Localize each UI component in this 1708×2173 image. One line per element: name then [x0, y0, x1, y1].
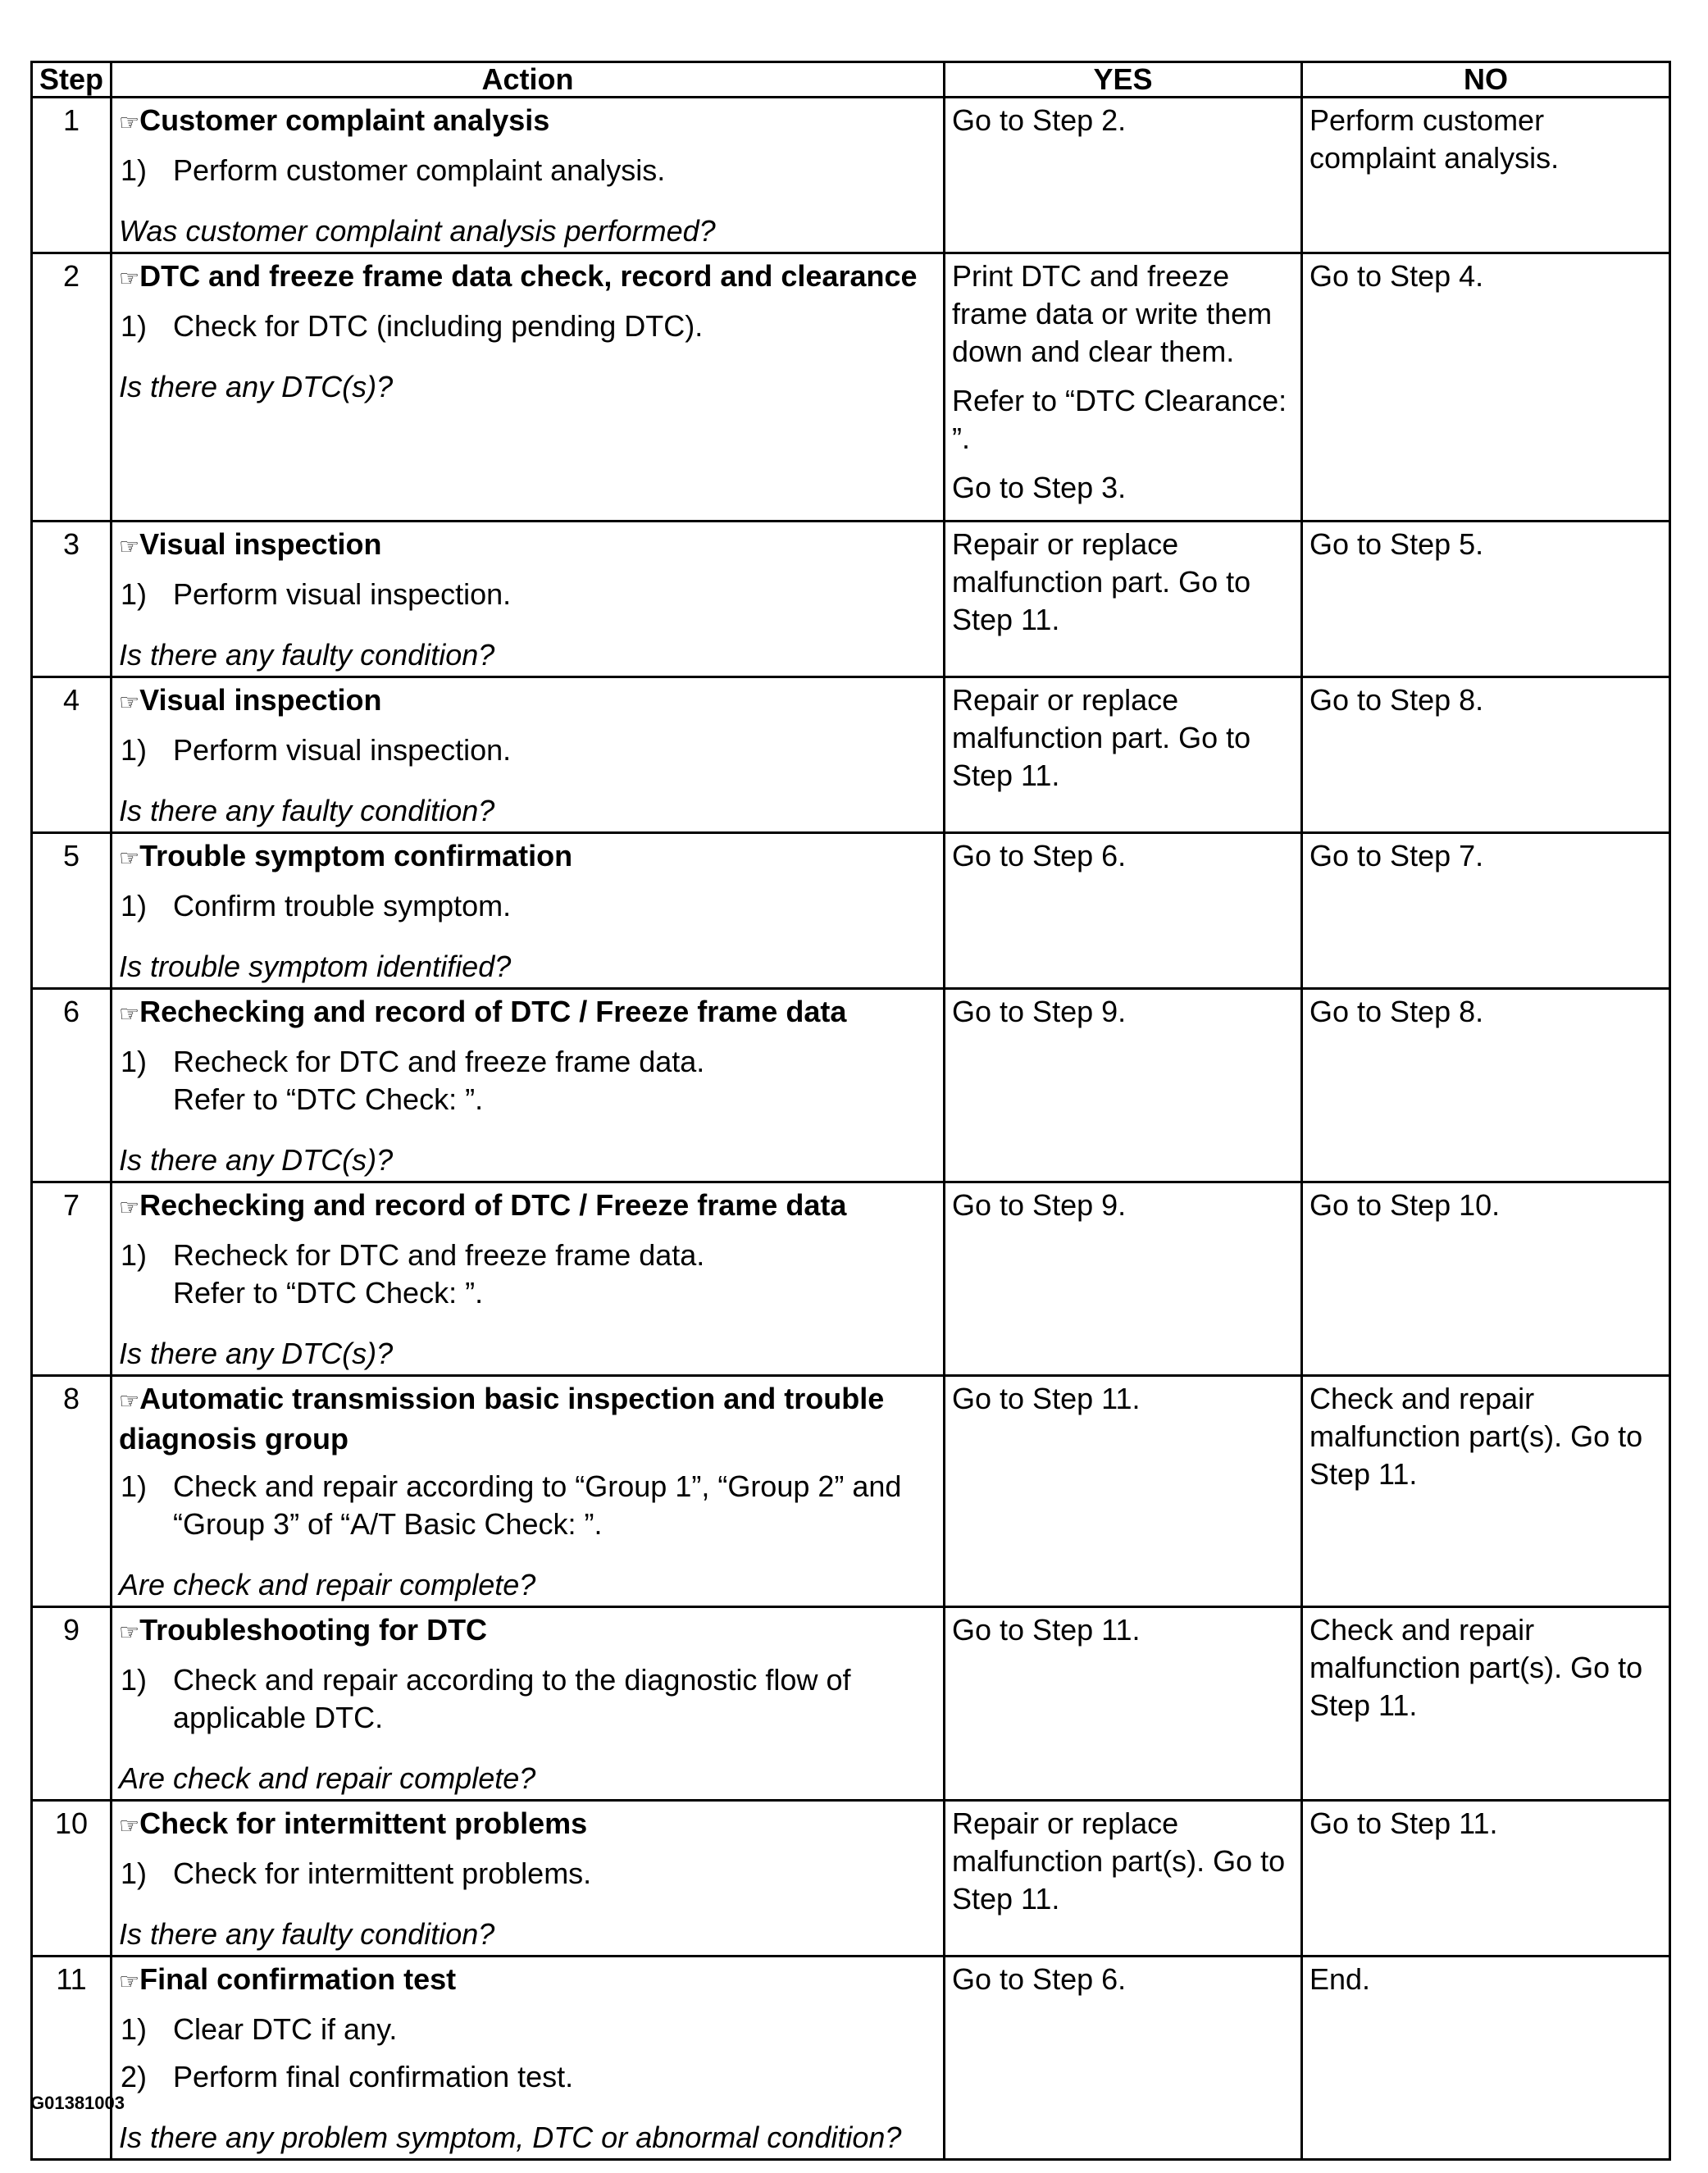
substep-number: 1) — [121, 1663, 148, 1697]
substep-number: 1) — [121, 733, 148, 767]
table-row — [32, 1182, 1670, 1376]
no-cell — [1302, 1182, 1670, 1376]
substep-text — [173, 1855, 936, 1893]
action-substep — [119, 1855, 936, 1893]
action-cell — [112, 1607, 945, 1801]
action-cell — [112, 1801, 945, 1957]
no-cell — [1302, 98, 1670, 253]
yes-cell — [945, 989, 1302, 1182]
yes-cell — [945, 1801, 1302, 1957]
substep-line: Check and repair according to the diagnostic flow of applicable DTC. — [173, 1663, 851, 1734]
substep-line: Recheck for DTC and freeze frame data. — [173, 1045, 705, 1078]
yes-cell — [945, 522, 1302, 677]
action-substep — [119, 152, 936, 189]
action-cell — [112, 253, 945, 522]
substep-number: 2) — [121, 2060, 148, 2093]
pointing-hand-icon: ☞ — [119, 1813, 140, 1838]
table-header-row — [32, 62, 1670, 98]
yes-cell — [945, 1182, 1302, 1376]
step-number: 11 — [32, 1957, 112, 2160]
yes-cell — [945, 677, 1302, 833]
no-instruction: Go to Step 10. — [1309, 1188, 1501, 1222]
substep-number: 1) — [121, 889, 148, 922]
action-title-text: Check for intermittent problems — [139, 1806, 588, 1840]
action-title — [119, 1961, 936, 2001]
pointing-hand-icon: ☞ — [119, 1388, 140, 1414]
table-row — [32, 1801, 1670, 1957]
pointing-hand-icon: ☞ — [119, 690, 140, 715]
substep-text — [173, 1237, 936, 1312]
no-instruction: Check and repair malfunction part(s). Go to Step 11. — [1309, 1382, 1643, 1491]
table-row — [32, 989, 1670, 1182]
step-number: 5 — [32, 833, 112, 989]
yes-instruction: Repair or replace malfunction part(s). Go to Step 11. — [952, 1806, 1286, 1916]
action-cell — [112, 1182, 945, 1376]
action-question: Is there any faulty condition? — [119, 1917, 495, 1951]
no-instruction: Go to Step 8. — [1309, 995, 1484, 1028]
header-step: Step — [32, 62, 112, 98]
substep-text — [173, 1468, 936, 1543]
substep-text — [173, 1043, 936, 1118]
yes-instruction: Repair or replace malfunction part. Go to Step 11. — [952, 527, 1251, 636]
action-cell — [112, 1376, 945, 1607]
substep-text — [173, 2058, 936, 2096]
substep-number: 1) — [121, 1856, 148, 1890]
action-cell — [112, 98, 945, 253]
yes-instruction: Go to Step 11. — [952, 1613, 1141, 1647]
pointing-hand-icon: ☞ — [119, 110, 140, 135]
action-question: Are check and repair complete? — [119, 1568, 536, 1601]
step-number: 8 — [32, 1376, 112, 1607]
action-question: Is there any faulty condition? — [119, 794, 495, 827]
action-cell — [112, 989, 945, 1182]
substep-text — [173, 576, 936, 613]
substep-number: 1) — [121, 1469, 148, 1503]
action-question: Is there any DTC(s)? — [119, 370, 394, 403]
no-cell — [1302, 989, 1670, 1182]
action-title — [119, 837, 936, 877]
table-row — [32, 1607, 1670, 1801]
step-number: 1 — [32, 98, 112, 253]
action-title — [119, 257, 936, 298]
action-question: Is there any faulty condition? — [119, 638, 495, 672]
action-title — [119, 1805, 936, 1845]
action-title-text: DTC and freeze frame data check, record and clearance — [139, 259, 918, 293]
action-substep — [119, 2011, 936, 2048]
yes-instruction: Go to Step 3. — [952, 471, 1127, 504]
action-title-text: Visual inspection — [139, 527, 382, 561]
substep-line: Perform customer complaint analysis. — [173, 153, 666, 187]
no-instruction: Go to Step 8. — [1309, 683, 1484, 717]
substep-text — [173, 731, 936, 769]
no-cell — [1302, 1607, 1670, 1801]
action-substep — [119, 1043, 936, 1118]
substep-text — [173, 308, 936, 345]
step-number: 10 — [32, 1801, 112, 1957]
action-title-text: Automatic transmission basic inspection and trouble diagnosis group — [119, 1382, 885, 1456]
step-number: 9 — [32, 1607, 112, 1801]
step-number: 3 — [32, 522, 112, 677]
substep-line: Check and repair according to “Group 1”, “Group 2” and “Group 3” of “A/T Basic Check: ”. — [173, 1469, 902, 1541]
step-number: 7 — [32, 1182, 112, 1376]
yes-instruction: Print DTC and freeze frame data or write them down and clear them. — [952, 259, 1273, 368]
table-row — [32, 833, 1670, 989]
substep-line: Perform visual inspection. — [173, 577, 512, 611]
action-title — [119, 1380, 936, 1458]
yes-cell — [945, 1376, 1302, 1607]
yes-instruction: Repair or replace malfunction part. Go to Step 11. — [952, 683, 1251, 792]
table-row — [32, 522, 1670, 677]
action-substep — [119, 1237, 936, 1312]
action-title — [119, 681, 936, 722]
action-cell — [112, 833, 945, 989]
pointing-hand-icon: ☞ — [119, 1195, 140, 1220]
table-row — [32, 253, 1670, 522]
action-title-text: Final confirmation test — [139, 1962, 457, 1996]
yes-cell — [945, 1957, 1302, 2160]
action-title — [119, 993, 936, 1033]
action-substep — [119, 731, 936, 769]
substep-line: Recheck for DTC and freeze frame data. — [173, 1238, 705, 1272]
action-substep — [119, 1468, 936, 1543]
pointing-hand-icon: ☞ — [119, 1001, 140, 1027]
yes-instruction: Go to Step 6. — [952, 839, 1127, 872]
substep-text — [173, 887, 936, 925]
pointing-hand-icon: ☞ — [119, 534, 140, 559]
substep-number: 1) — [121, 153, 148, 187]
substep-line: Confirm trouble symptom. — [173, 889, 512, 922]
action-title — [119, 1611, 936, 1651]
table-row — [32, 1957, 1670, 2160]
substep-line: Perform visual inspection. — [173, 733, 512, 767]
yes-cell — [945, 1607, 1302, 1801]
substep-line: Perform final confirmation test. — [173, 2060, 574, 2093]
action-question: Is there any problem symptom, DTC or abnormal condition? — [119, 2121, 902, 2154]
yes-instruction: Go to Step 11. — [952, 1382, 1141, 1415]
action-question: Is there any DTC(s)? — [119, 1337, 394, 1370]
action-title-text: Trouble symptom confirmation — [139, 839, 573, 872]
no-cell — [1302, 522, 1670, 677]
substep-number: 1) — [121, 309, 148, 343]
action-question: Was customer complaint analysis performed? — [119, 214, 716, 248]
substep-number: 1) — [121, 1238, 148, 1272]
substep-number: 1) — [121, 2012, 148, 2046]
no-instruction: Check and repair malfunction part(s). Go to Step 11. — [1309, 1613, 1643, 1722]
no-instruction: Go to Step 7. — [1309, 839, 1484, 872]
action-cell — [112, 522, 945, 677]
no-instruction: Go to Step 11. — [1309, 1806, 1498, 1840]
no-instruction: Perform customer complaint analysis. — [1309, 103, 1560, 175]
no-instruction: Go to Step 4. — [1309, 259, 1484, 293]
step-number: 2 — [32, 253, 112, 522]
no-cell — [1302, 1801, 1670, 1957]
action-question: Is there any DTC(s)? — [119, 1143, 394, 1177]
pointing-hand-icon: ☞ — [119, 266, 140, 291]
pointing-hand-icon: ☞ — [119, 845, 140, 871]
action-title-text: Customer complaint analysis — [139, 103, 550, 137]
action-question: Is trouble symptom identified? — [119, 950, 512, 983]
yes-instruction: Go to Step 9. — [952, 995, 1127, 1028]
substep-line: Clear DTC if any. — [173, 2012, 398, 2046]
action-substep — [119, 2058, 936, 2096]
action-title-text: Troubleshooting for DTC — [139, 1613, 488, 1647]
yes-cell — [945, 833, 1302, 989]
action-title — [119, 102, 936, 142]
table-row — [32, 1376, 1670, 1607]
action-substep — [119, 1661, 936, 1737]
yes-instruction: Go to Step 2. — [952, 103, 1127, 137]
no-cell — [1302, 833, 1670, 989]
action-substep — [119, 576, 936, 613]
action-question: Are check and repair complete? — [119, 1761, 536, 1795]
no-instruction: End. — [1309, 1962, 1371, 1996]
action-title — [119, 1187, 936, 1227]
substep-line: Refer to “DTC Check: ”. — [173, 1082, 484, 1116]
action-title-text: Rechecking and record of DTC / Freeze frame data — [139, 1188, 847, 1222]
substep-line: Check for DTC (including pending DTC). — [173, 309, 704, 343]
substep-line: Refer to “DTC Check: ”. — [173, 1276, 484, 1310]
diagnostic-flow-table — [30, 61, 1671, 2161]
table-body — [32, 98, 1670, 2160]
figure-code: G01381003 — [30, 2093, 125, 2113]
yes-instruction: Go to Step 9. — [952, 1188, 1127, 1222]
yes-instruction: Refer to “DTC Clearance: ”. — [952, 384, 1287, 455]
pointing-hand-icon: ☞ — [119, 1969, 140, 1994]
yes-cell — [945, 253, 1302, 522]
substep-text — [173, 2011, 936, 2048]
action-title-text: Rechecking and record of DTC / Freeze frame data — [139, 995, 847, 1028]
action-cell — [112, 1957, 945, 2160]
step-number: 6 — [32, 989, 112, 1182]
header-yes: YES — [945, 62, 1302, 98]
table-row — [32, 677, 1670, 833]
no-instruction: Go to Step 5. — [1309, 527, 1484, 561]
action-substep — [119, 887, 936, 925]
no-cell — [1302, 677, 1670, 833]
substep-number: 1) — [121, 1045, 148, 1078]
header-action: Action — [112, 62, 945, 98]
substep-line: Check for intermittent problems. — [173, 1856, 592, 1890]
no-cell — [1302, 1376, 1670, 1607]
action-title — [119, 526, 936, 566]
table-row — [32, 98, 1670, 253]
no-cell — [1302, 253, 1670, 522]
yes-instruction: Go to Step 6. — [952, 1962, 1127, 1996]
pointing-hand-icon: ☞ — [119, 1620, 140, 1645]
substep-text — [173, 1661, 936, 1737]
no-cell — [1302, 1957, 1670, 2160]
header-no: NO — [1302, 62, 1670, 98]
substep-text — [173, 152, 936, 189]
action-cell — [112, 677, 945, 833]
action-substep — [119, 308, 936, 345]
step-number: 4 — [32, 677, 112, 833]
action-title-text: Visual inspection — [139, 683, 382, 717]
substep-number: 1) — [121, 577, 148, 611]
yes-cell — [945, 98, 1302, 253]
